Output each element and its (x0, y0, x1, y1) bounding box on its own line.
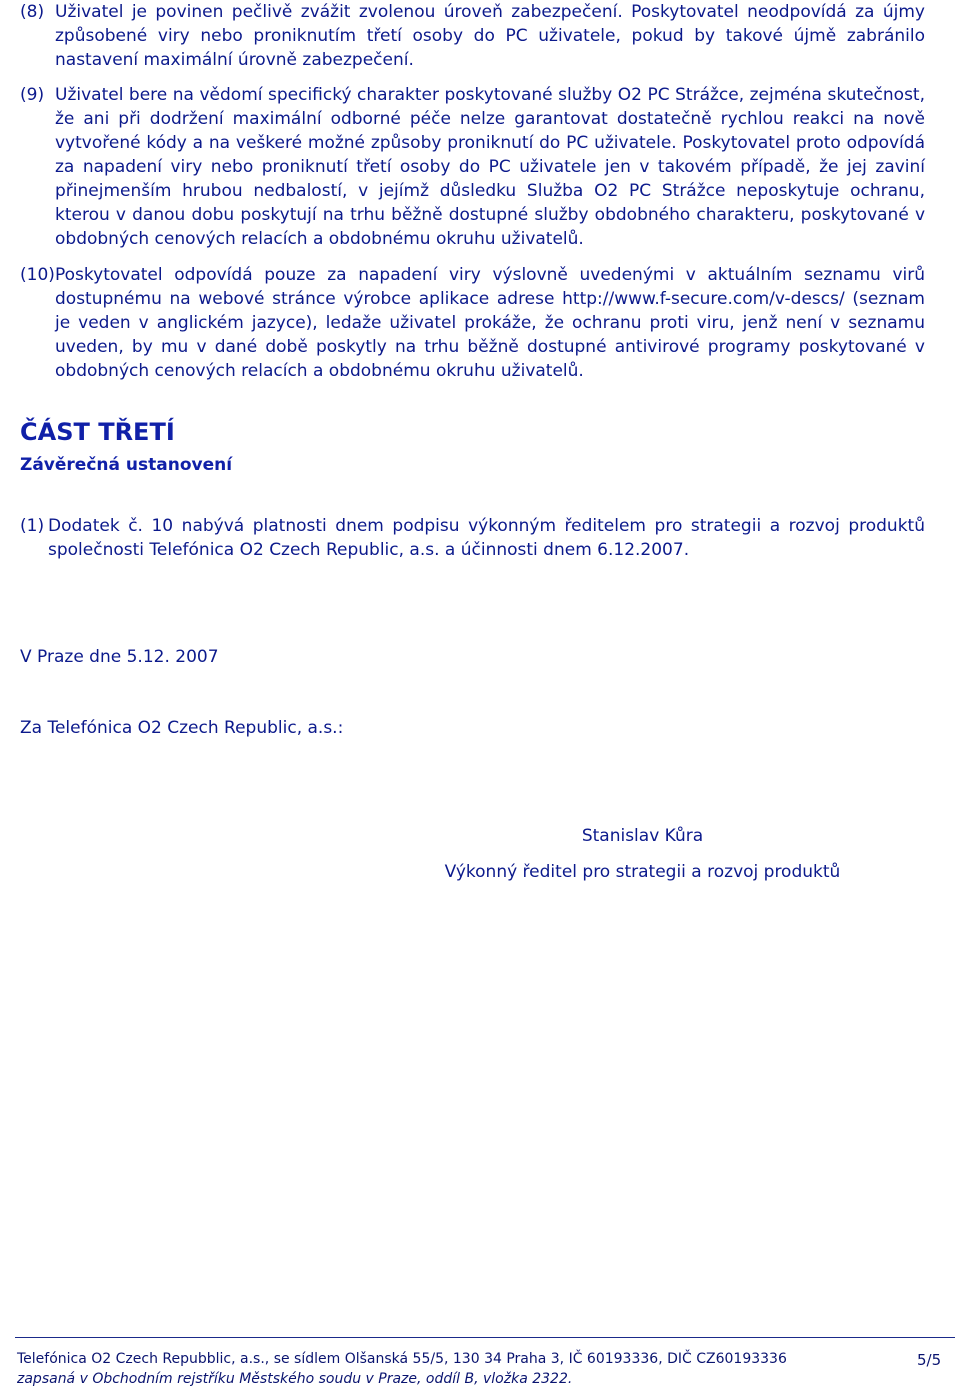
paragraph-number: (10) (20, 265, 55, 285)
paragraph-8 (20, 0, 925, 72)
final-provision-1 (20, 514, 925, 562)
paragraph-number: (9) (20, 85, 45, 105)
signer-name: Stanislav Kůra (581, 826, 704, 846)
paragraph-number: (1) (20, 516, 45, 536)
paragraph-text: Poskytovatel odpovídá pouze za napadení viry výslovně uvedenými v aktuálním seznamu virů dostupnému na webové stránce výrobce aplikace adrese http://www.f-secure.com/v-descs/ (seznam je veden v anglickém jazyce), ledaže uživatel prokáže, že ochranu proti viru, jenž není v seznamu uveden, by mu v dané době poskytly na trhu běžně dostupné antivirové programy poskytované v obdobných cenových relacích a obdobnému okruhu uživatelů. (55, 265, 925, 381)
part-subtitle: Závěrečná ustanovení (20, 455, 233, 475)
footer-divider (15, 1337, 955, 1338)
paragraph-text: Uživatel je povinen pečlivě zvážit zvolenou úroveň zabezpečení. Poskytovatel neodpovídá za újmy způsobené viry nebo proniknutím třetí osoby do PC uživatele, pokud by takové újmě zabránilo nastavení maximální úrovně zabezpečení. (55, 2, 925, 70)
paragraph-text: Dodatek č. 10 nabývá platnosti dnem podpisu výkonným ředitelem pro strategii a rozvoj produktů společnosti Telefónica O2 Czech Republic, a.s. a účinnosti dnem 6.12.2007. (48, 516, 925, 560)
paragraph-number: (8) (20, 2, 45, 22)
paragraph-9 (20, 83, 925, 251)
page-number: 5/5 (917, 1351, 942, 1369)
signer-role: Výkonný ředitel pro strategii a rozvoj produktů (444, 862, 841, 882)
company-signature-label: Za Telefónica O2 Czech Republic, a.s.: (20, 718, 344, 738)
footer-registry-info: zapsaná v Obchodním rejstříku Městského soudu v Praze, oddíl B, vložka 2322. (17, 1371, 573, 1387)
paragraph-text: Uživatel bere na vědomí specifický charakter poskytované služby O2 PC Strážce, zejména skutečnost, že ani při dodržení maximální odborné péče nelze garantovat dostatečně rychlou reakci na nově vytvořené kódy a na veškeré možné způsoby proniknutí do PC uživatele. Poskytovatel proto odpovídá za napadení viry nebo proniknutí třetí osoby do PC uživatele jen v takovém případě, že jej zaviní přinejmenším hrubou nedbalostí, v jejímž důsledku Služba O2 PC Strážce neposkytuje ochranu, kterou v danou dobu poskytují na trhu běžně dostupné služby obdobného charakteru, poskytované v obdobných cenových relacích a obdobnému okruhu uživatelů. (55, 85, 925, 249)
part-title: ČÁST TŘETÍ (20, 418, 175, 446)
footer-company-info: Telefónica O2 Czech Repubblic, a.s., se sídlem Olšanská 55/5, 130 34 Praha 3, IČ 60193336, DIČ CZ60193336 (17, 1351, 787, 1367)
paragraph-10 (20, 263, 925, 383)
place-date: V Praze dne 5.12. 2007 (20, 647, 219, 667)
